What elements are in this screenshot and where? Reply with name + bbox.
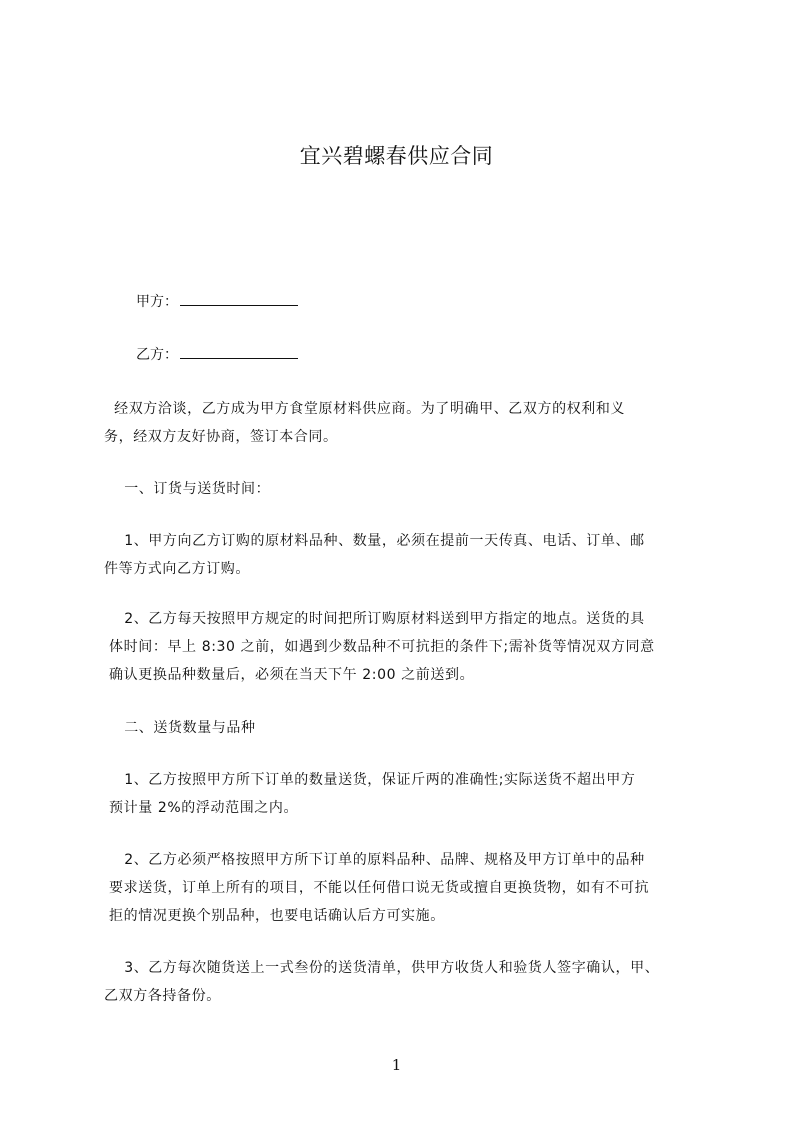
- s1-item1-line-1: 1、甲方向乙方订购的原材料品种、数量，必须在提前一天传真、电话、订单、邮: [104, 533, 645, 549]
- intro-line-1: 经双方洽谈，乙方成为甲方食堂原材料供应商。为了明确甲、乙双方的权利和义: [104, 401, 626, 417]
- party-b-blank: [180, 344, 298, 359]
- s2-item1-line-2: 预计量 2%的浮动范围之内。: [104, 800, 299, 816]
- s2-item2-line-2: 要求送货，订单上所有的项目，不能以任何借口说无货或擅自更换货物，如有不可抗: [104, 880, 650, 896]
- s1-item2-line-3: 确认更换品种数量后，必须在当天下午 2:00 之前送到。: [104, 667, 475, 683]
- party-b-line: [136, 344, 298, 365]
- intro-line-2: 务，经双方友好协商，签订本合同。: [104, 429, 338, 445]
- party-a-line: [136, 291, 298, 312]
- s2-item3-line-2: 乙双方各持备份。: [104, 988, 221, 1004]
- s2-item1-line-1: 1、乙方按照甲方所下订单的数量送货，保证斤两的准确性;实际送货不超出甲方: [104, 772, 636, 788]
- s1-item1-line-2: 件等方式向乙方订购。: [104, 561, 250, 577]
- s2-item3-line-1: 3、乙方每次随货送上一式叁份的送货清单，供甲方收货人和验货人签字确认，甲、: [104, 960, 660, 976]
- page-number: 1: [391, 1056, 402, 1074]
- document-title: 宜兴碧螺春供应合同: [299, 144, 494, 168]
- party-a-label: 甲方：: [136, 294, 178, 310]
- party-b-label: 乙方：: [136, 347, 178, 363]
- section1-heading: 一、订货与送货时间：: [104, 481, 271, 497]
- s2-item2-line-1: 2、乙方必须严格按照甲方所下订单的原料品种、品牌、规格及甲方订单中的品种: [104, 852, 645, 868]
- party-a-blank: [180, 291, 298, 306]
- s2-item2-line-3: 拒的情况更换个别品种，也要电话确认后方可实施。: [104, 908, 445, 924]
- section2-heading: 二、送货数量与品种: [104, 720, 256, 736]
- s1-item2-line-1: 2、乙方每天按照甲方规定的时间把所订购原材料送到甲方指定的地点。送货的具: [104, 611, 645, 627]
- s1-item2-line-2: 体时间：早上 8:30 之前，如遇到少数品种不可抗拒的条件下;需补货等情况双方同意: [104, 639, 655, 655]
